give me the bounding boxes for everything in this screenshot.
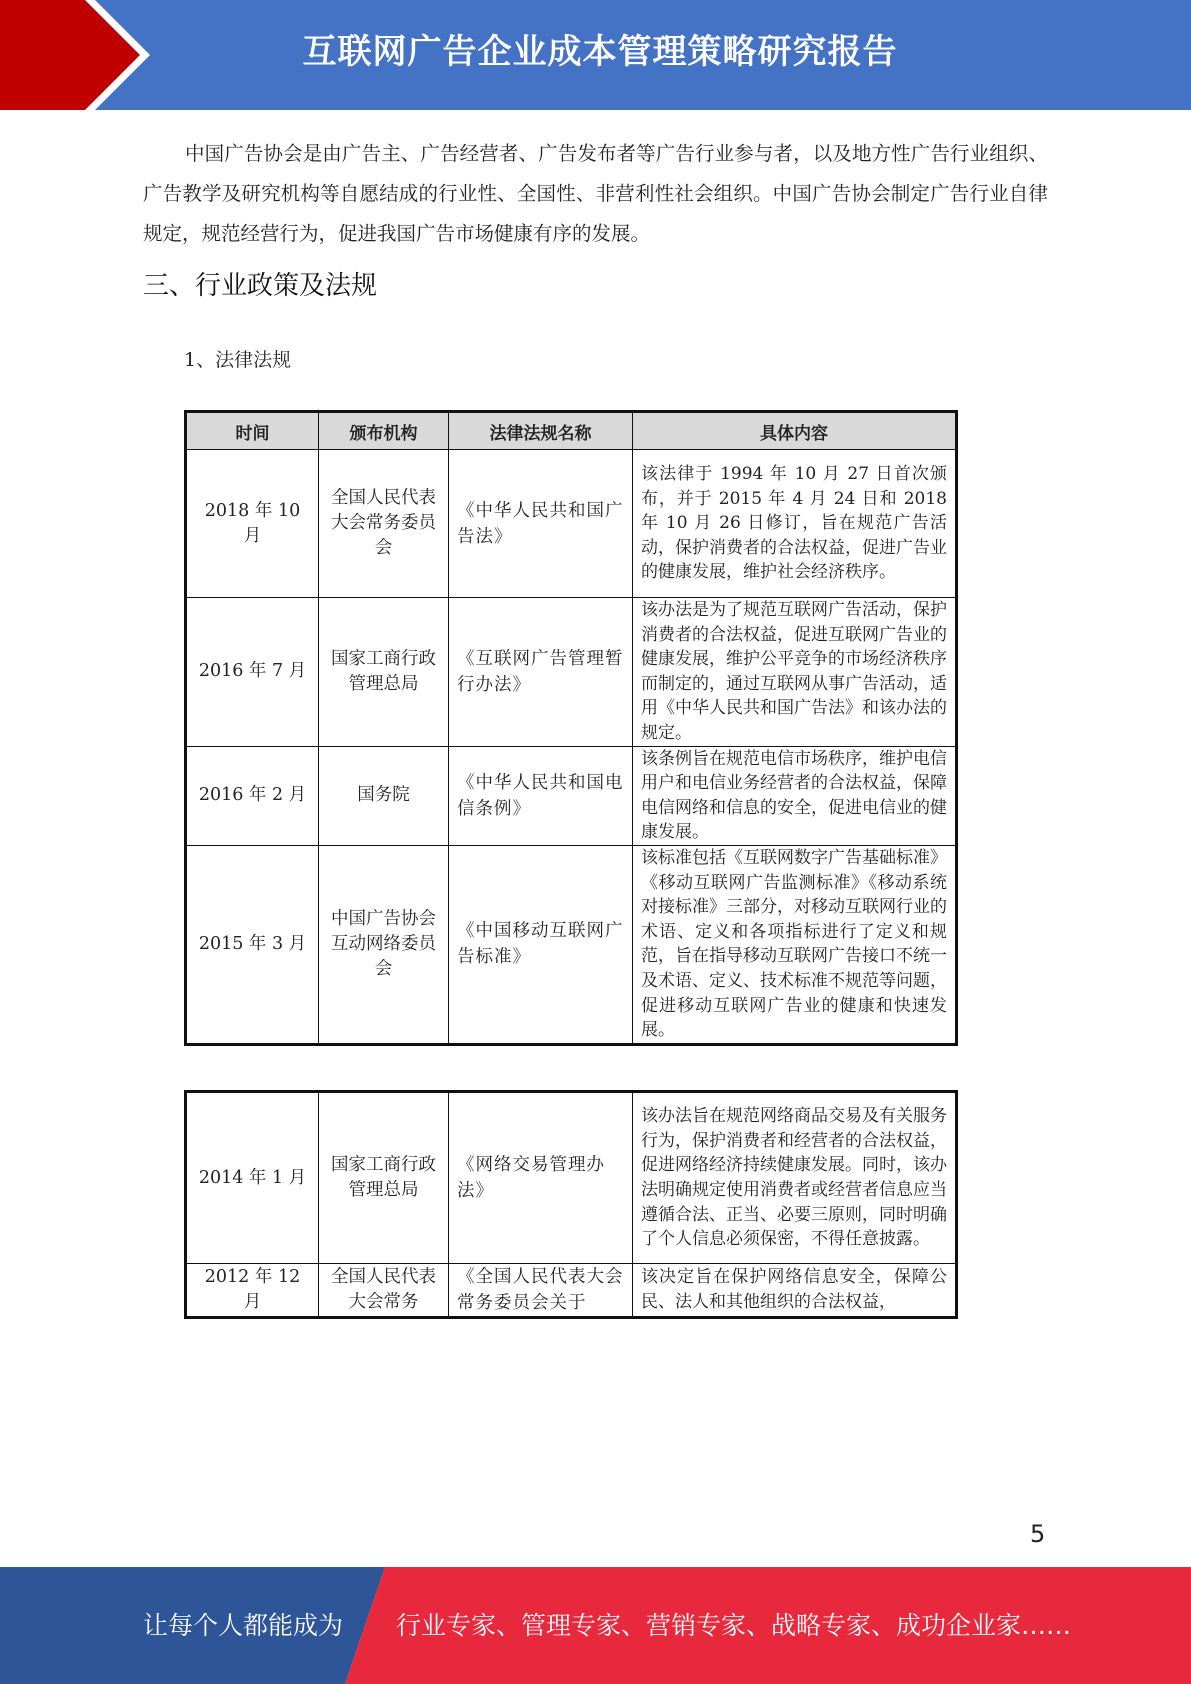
cell-time: 2016 年 2 月	[186, 746, 319, 845]
cell-content: 该办法旨在规范网络商品交易及有关服务行为，保护消费者和经营者的合法权益，促进网络经济持续健康发展。同时，该办法明确规定使用消费者或经营者信息应当遵循合法、正当、必要三原则，同时明确了个人信息必须保密，不得任意披露。	[633, 1092, 957, 1264]
cell-content: 该条例旨在规范电信市场秩序，维护电信用户和电信业务经营者的合法权益，保障电信网络和信息的安全，促进电信业的健康发展。	[633, 746, 957, 845]
regulations-table-continued	[184, 1090, 958, 1319]
section-heading: 三、行业政策及法规	[143, 271, 378, 301]
cell-time: 2012 年 12 月	[186, 1264, 319, 1318]
cell-org: 国务院	[319, 746, 449, 845]
table-row	[186, 746, 957, 845]
column-header-name: 法律法规名称	[449, 412, 633, 450]
table-row	[186, 845, 957, 1044]
table-row	[186, 1092, 957, 1264]
cell-name: 《中国移动互联网广告标准》	[449, 845, 633, 1044]
cell-name: 《全国人民代表大会常务委员会关于	[449, 1264, 633, 1318]
cell-name: 《互联网广告管理暂行办法》	[449, 598, 633, 747]
cell-name: 《中华人民共和国广告法》	[449, 450, 633, 598]
cell-org: 国家工商行政管理总局	[319, 598, 449, 747]
page-footer	[0, 1567, 1191, 1684]
page-number: 5	[1030, 1520, 1046, 1548]
cell-content: 该标准包括《互联网数字广告基础标准》《移动互联网广告监测标准》《移动系统对接标准》三部分，对移动互联网行业的术语、定义和各项指标进行了定义和规范，旨在指导移动互联网广告接口不统一及术语、定义、技术标准不规范等问题，促进移动互联网广告业的健康和快速发展。	[633, 845, 957, 1044]
cell-name: 《网络交易管理办法》	[449, 1092, 633, 1264]
cell-org: 国家工商行政管理总局	[319, 1092, 449, 1264]
table-row	[186, 598, 957, 747]
page-header	[0, 0, 1191, 110]
cell-name: 《中华人民共和国电信条例》	[449, 746, 633, 845]
regulations-table	[184, 410, 958, 1046]
cell-content: 该办法是为了规范互联网广告活动，保护消费者的合法权益，促进互联网广告业的健康发展，维护公平竞争的市场经济秩序而制定的，通过互联网从事广告活动，适用《中华人民共和国广告法》和该办法的规定。	[633, 598, 957, 747]
footer-slogan-left: 让每个人都能成为	[143, 1611, 344, 1640]
column-header-time: 时间	[186, 412, 319, 450]
cell-time: 2014 年 1 月	[186, 1092, 319, 1264]
cell-org: 全国人民代表大会常务委员会	[319, 450, 449, 598]
column-header-org: 颁布机构	[319, 412, 449, 450]
cell-org: 全国人民代表大会常务	[319, 1264, 449, 1318]
footer-slogan-right: 行业专家、管理专家、营销专家、战略专家、成功企业家……	[396, 1611, 1072, 1640]
column-header-content: 具体内容	[633, 412, 957, 450]
cell-org: 中国广告协会互动网络委员会	[319, 845, 449, 1044]
table-row	[186, 1264, 957, 1318]
sub-heading: 1、法律法规	[184, 349, 292, 371]
report-title: 互联网广告企业成本管理策略研究报告	[302, 32, 898, 72]
table-row	[186, 450, 957, 598]
table-header-row	[186, 412, 957, 450]
cell-time: 2016 年 7 月	[186, 598, 319, 747]
intro-paragraph: 中国广告协会是由广告主、广告经营者、广告发布者等广告行业参与者，以及地方性广告行业组织、广告教学及研究机构等自愿结成的行业性、全国性、非营利性社会组织。中国广告协会制定广告行业自律规定，规范经营行为，促进我国广告市场健康有序的发展。	[143, 142, 1048, 245]
cell-content: 该法律于 1994 年 10 月 27 日首次颁布，并于 2015 年 4 月 24 日和 2018 年 10 月 26 日修订，旨在规范广告活动，保护消费者的合法权益，促进广告业的健康发展，维护社会经济秩序。	[633, 450, 957, 598]
cell-time: 2018 年 10 月	[186, 450, 319, 598]
cell-time: 2015 年 3 月	[186, 845, 319, 1044]
cell-content: 该决定旨在保护网络信息安全，保障公民、法人和其他组织的合法权益，	[633, 1264, 957, 1318]
